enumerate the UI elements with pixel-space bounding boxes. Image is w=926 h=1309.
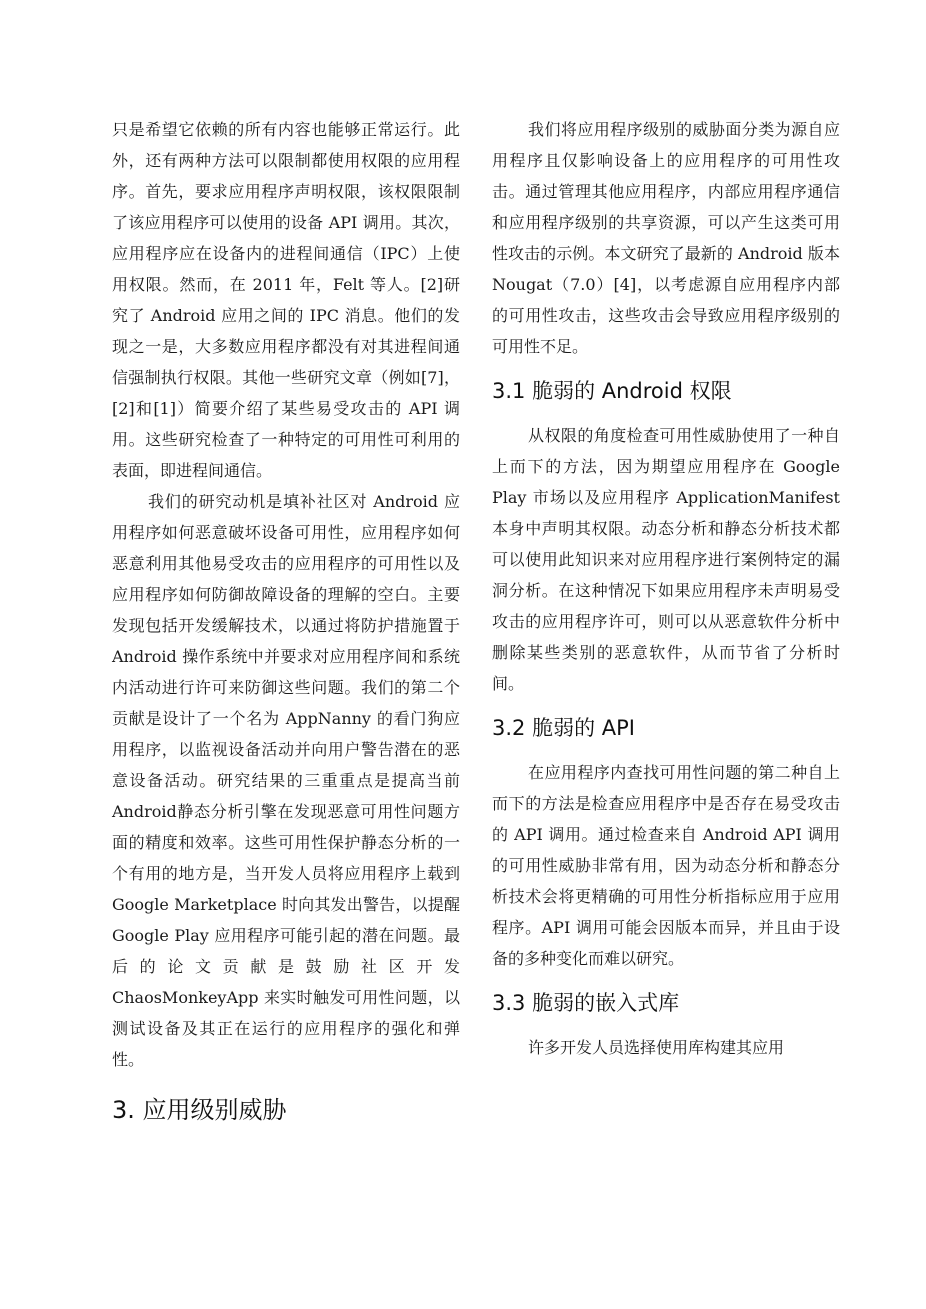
section-3-2-paragraph: 在应用程序内查找可用性问题的第二种自上而下的方法是检查应用程序中是否存在易受攻击的 API 调用。通过检查来自 Android API 调用的可用性威胁非常有用，因为动态分析和静态分析技术会将更精确的可用性分析指标应用于应用程序。API 调用可能会因版本而异，并且由于设备的多种变化而难以研究。 xyxy=(492,763,840,968)
right-column xyxy=(492,114,840,1063)
left-paragraph-2: 我们的研究动机是填补社区对 Android 应用程序如何恶意破坏设备可用性，应用程序如何恶意利用其他易受攻击的应用程序的可用性以及应用程序如何防御故障设备的理解的空白。主要发现包括开发缓解技术，以通过将防护措施置于 Android 操作系统中并要求对应用程序间和系统内活动进行许可来防御这些问题。我们的第二个贡献是设计了一个名为 AppNanny 的看门狗应用程序，以监视设备活动并向用户警告潜在的恶意设备活动。研究结果的三重重点是提高当前Android静态分析引擎在发现恶意可用性问题方面的精度和效率。这些可用性保护静态分析的一个有用的地方是，当开发人员将应用程序上载到 Google Marketplace 时向其发出警告，以提醒 Google Play 应用程序可能引起的潜在问题。最后的论文贡献是鼓励社区开发 ChaosMonkeyApp 来实时触发可用性问题，以测试设备及其正在运行的应用程序的强化和弹性。 xyxy=(112,492,460,1069)
left-column xyxy=(112,114,460,1127)
left-paragraph-1: 只是希望它依赖的所有内容也能够正常运行。此外，还有两种方法可以限制都使用权限的应用程序。首先，要求应用程序声明权限，该权限限制了该应用程序可以使用的设备 API 调用。其次，应用程序应在设备内的进程间通信（IPC）上使用权限。然而，在 2011 年，Felt 等人。[2]研究了 Android 应用之间的 IPC 消息。他们的发现之一是，大多数应用程序都没有对其进程间通信强制执行权限。其他一些研究文章（例如[7]，[2]和[1]）简要介绍了某些易受攻击的 API 调用。这些研究检查了一种特定的可用性可利用的表面，即进程间通信。 xyxy=(112,120,460,480)
section-3-2-heading: 3.2 脆弱的 API xyxy=(492,716,635,740)
right-paragraph-1: 我们将应用程序级别的威胁面分类为源自应用程序且仅影响设备上的应用程序的可用性攻击。通过管理其他应用程序，内部应用程序通信和应用程序级别的共享资源，可以产生这类可用性攻击的示例。本文研究了最新的 Android 版本 Nougat（7.0）[4]，以考虑源自应用程序内部的可用性攻击，这些攻击会导致应用程序级别的可用性不足。 xyxy=(492,120,840,356)
section-3-1-heading: 3.1 脆弱的 Android 权限 xyxy=(492,379,732,403)
section-3-3-heading: 3.3 脆弱的嵌入式库 xyxy=(492,991,680,1015)
section-3-3-paragraph: 许多开发人员选择使用库构建其应用 xyxy=(528,1038,785,1057)
section-3-1-paragraph: 从权限的角度检查可用性威胁使用了一种自上而下的方法，因为期望应用程序在 Google Play 市场以及应用程序 ApplicationManifest 本身中声明其权限。动态分析和静态分析技术都可以使用此知识来对应用程序进行案例特定的漏洞分析。在这种情况下如果应用程序未声明易受攻击的应用程序许可，则可以从恶意软件分析中删除某些类别的恶意软件，从而节省了分析时间。 xyxy=(492,426,840,693)
section-3-heading: 3. 应用级别威胁 xyxy=(112,1096,287,1124)
